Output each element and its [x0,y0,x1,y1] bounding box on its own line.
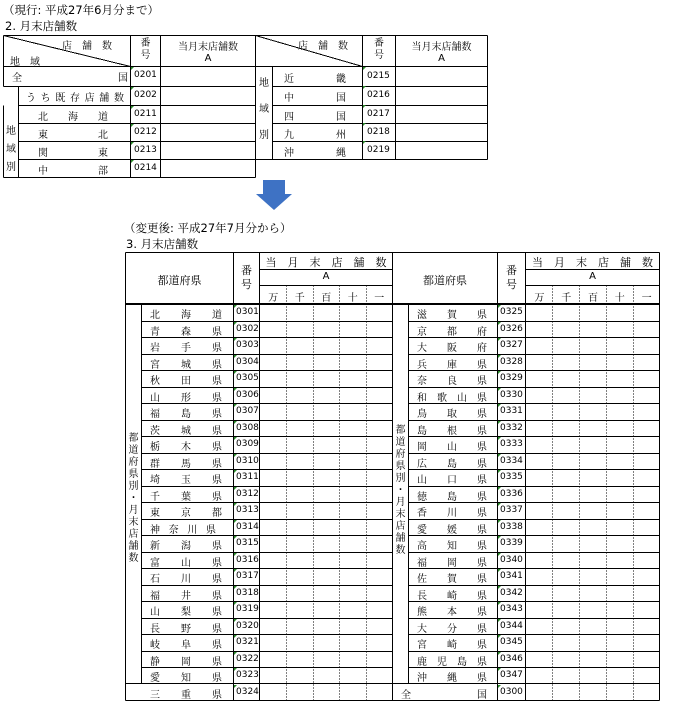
prefecture-name: 長 野 県 [150,623,222,635]
row-marker [234,602,237,605]
row-marker [234,421,237,424]
row-marker [498,520,501,523]
prefecture-code: 0310 [236,455,259,466]
prefecture-name: 岩 手 県 [150,343,222,355]
side-label-char: 別 [395,473,406,484]
row-marker [234,536,237,539]
top-caption-title: 2. 月末店舗数 [5,19,78,33]
prefecture-name: 福 島 県 [150,409,222,421]
top-left-row-code: 0214 [134,163,157,173]
prefecture-name: 福 井 県 [150,590,222,602]
row-marker [234,635,237,638]
side-label-char: 県 [128,469,139,480]
row-marker [131,160,134,163]
row-marker [234,569,237,572]
row-marker [234,586,237,589]
top-right-month-end-header: 当月末店舗数 [411,42,472,53]
side-label-char: 県 [395,461,406,472]
row-marker [363,123,366,126]
prefecture-name: 青 森 県 [150,326,222,338]
row-marker [131,124,134,127]
prefecture-name: 京 都 府 [417,326,487,338]
unit-header: 十 [614,293,625,304]
unit-header: 千 [561,293,572,304]
prefecture-code: 0336 [500,488,523,499]
row-marker [131,106,134,109]
prefecture-name: 沖 縄 県 [417,673,487,685]
side-label-char: 舗 [395,533,406,544]
bottom-right-month-end-header: 当 月 末 店 舗 数 [532,256,653,269]
prefecture-code: 0320 [236,620,259,631]
bottom-caption-period: （変更後: 平成27年7月分から） [124,221,292,235]
bottom-left-month-end-header: 当 月 末 店 舗 数 [265,256,387,269]
top-left-row-label: 関 東 [38,148,108,159]
bottom-left-number-header: 番 号 [241,264,252,291]
side-label-char: ・ [128,493,139,504]
prefecture-name: 熊 本 県 [417,607,487,619]
top-right-side-label: 地 域 別 [259,78,269,141]
row-marker [131,67,134,70]
prefecture-name: 大 分 県 [417,623,487,635]
prefecture-name: 高 知 県 [417,541,487,553]
prefecture-name: 茨 城 県 [150,425,222,437]
prefecture-code: 0335 [500,472,523,483]
row-marker [234,520,237,523]
row-marker [498,602,501,605]
top-right-row-code: 0215 [367,71,390,81]
prefecture-code: 0312 [236,488,259,499]
total-row-marker [498,685,501,688]
side-label-char: 道 [395,437,406,448]
row-marker [498,355,501,358]
row-marker [498,388,501,391]
prefecture-name: 栃 木 県 [150,442,222,454]
row-marker [498,338,501,341]
row-marker [498,635,501,638]
prefecture-name: 埼 玉 県 [150,475,222,487]
prefecture-code: 0329 [500,373,523,384]
top-right-stores-header: 店 舗 数 [298,41,348,52]
row-marker [498,454,501,457]
row-marker [363,67,366,70]
bottom-left-pref-header: 都道府県 [157,274,202,287]
top-left-row-label: 中 部 [38,166,108,177]
prefecture-code: 0314 [236,521,259,532]
row-marker [234,668,237,671]
prefecture-code: 0347 [500,670,523,681]
side-label-char: 月 [395,497,406,508]
unit-header: 百 [587,293,598,304]
side-label-char: 数 [395,545,406,556]
prefecture-code: 0341 [500,571,523,582]
side-label-char: 末 [395,509,406,520]
prefecture-code: 0339 [500,538,523,549]
bottom-right-a-header: A [589,271,596,282]
row-marker [234,404,237,407]
prefecture-code: 0317 [236,571,259,582]
side-label-char: 府 [128,457,139,468]
prefecture-name: 愛 媛 県 [417,524,487,536]
row-marker [498,305,501,308]
row-marker [234,619,237,622]
unit-header: 百 [321,293,332,304]
prefecture-name: 静 岡 県 [150,656,222,668]
prefecture-name: 佐 賀 県 [417,574,487,586]
row-marker [234,355,237,358]
row-marker [234,305,237,308]
row-marker [131,87,134,90]
top-caption-period: （現行: 平成27年6月分まで） [3,3,159,17]
top-left-a-header: A [204,53,212,64]
top-left-row-code: 0211 [134,109,157,119]
bottom-left-a-header: A [322,271,330,282]
row-marker [234,322,237,325]
prefecture-name: 北 海 道 [150,310,222,321]
unit-header: 万 [268,293,279,304]
prefecture-code: 0305 [236,373,259,384]
prefecture-name: 富 山 県 [150,557,222,569]
side-label-char: 府 [395,449,406,460]
row-marker [234,553,237,556]
prefecture-name: 徳 島 県 [417,491,487,503]
row-marker [234,470,237,473]
prefecture-name: 東 京 都 [150,508,222,520]
row-marker [498,586,501,589]
top-left-row-code: 0212 [134,127,157,137]
row-marker [498,619,501,622]
prefecture-name: 長 崎 県 [417,590,487,602]
bottom-right-pref-header: 都道府県 [423,274,467,287]
row-marker [498,503,501,506]
top-left-row-label: 全 国 [12,73,128,84]
row-marker [498,437,501,440]
top-left-row-label: う ち 既 存 店 舗 数 [26,93,124,104]
unit-header: 十 [347,293,358,304]
prefecture-code: 0337 [500,505,523,516]
prefecture-name: 島 根 県 [417,425,487,437]
prefecture-code: 0324 [236,686,259,697]
side-label-char: 道 [128,445,139,456]
top-right-a-header: A [438,53,445,64]
bottom-left-side-label [126,433,141,565]
prefecture-code: 0319 [236,604,259,615]
bottom-right-side-label [393,425,408,557]
top-left-row-code: 0201 [134,70,157,80]
prefecture-code: 0330 [500,389,523,400]
top-right-row-label: 中 国 [284,93,346,104]
side-label-char: 別 [128,481,139,492]
top-right-row-code: 0216 [367,90,390,100]
prefecture-name: 滋 賀 県 [417,310,487,321]
prefecture-name: 愛 知 県 [150,673,222,685]
top-right-row-label: 四 国 [284,112,346,123]
prefecture-name: 山 梨 県 [150,607,222,619]
prefecture-code: 0338 [500,521,523,532]
row-marker [363,141,366,144]
prefecture-name: 宮 崎 県 [417,640,487,652]
prefecture-code: 0344 [500,620,523,631]
top-left-side-label: 地 域 別 [6,126,16,173]
top-right-row-label: 九 州 [284,130,346,141]
prefecture-name: 山 形 県 [150,392,222,404]
prefecture-code: 0334 [500,455,523,466]
prefecture-code: 0325 [500,307,523,317]
side-label-char: 店 [395,521,406,532]
prefecture-name: 宮 城 県 [150,359,222,371]
side-label-char: 数 [128,553,139,564]
top-left-row-label: 北 海 道 [38,112,108,123]
prefecture-code: 0318 [236,587,259,598]
prefecture-code: 0343 [500,604,523,615]
row-marker [498,668,501,671]
bottom-right-number-header: 番 号 [506,264,517,291]
prefecture-name: 香 川 県 [417,508,487,520]
prefecture-name: 奈 良 県 [417,376,487,388]
prefecture-name: 千 葉 県 [150,491,222,503]
side-label-char: 店 [128,529,139,540]
row-marker [498,421,501,424]
prefecture-name: 山 口 県 [417,475,487,487]
prefecture-code: 0333 [500,439,523,450]
total-row-label: 全 国 [401,690,487,701]
prefecture-code: 0321 [236,637,259,648]
prefecture-code: 0302 [236,323,259,334]
row-marker [498,652,501,655]
prefecture-name: 岡 山 県 [417,442,487,454]
top-right-row-code: 0218 [367,127,390,137]
prefecture-name: 和 歌 山 県 [417,392,487,404]
unit-header: 千 [294,293,305,304]
prefecture-name: 石 川 県 [150,574,222,586]
top-left-month-end-header: 当月末店舗数 [178,42,238,53]
top-right-row-code: 0217 [367,109,390,119]
prefecture-name: 大 阪 府 [417,343,487,355]
prefecture-code: 0315 [236,538,259,549]
row-marker [498,371,501,374]
prefecture-code: 0309 [236,439,259,450]
prefecture-code: 0316 [236,554,259,565]
side-label-char: ・ [395,485,406,496]
prefecture-code: 0326 [500,323,523,334]
top-left-row-label: 東 北 [38,130,108,141]
top-left-region-header: 地 域 [10,57,40,68]
side-label-char: 都 [395,425,406,436]
prefecture-code: 0332 [500,422,523,433]
side-label-char: 月 [128,505,139,516]
top-left-row-code: 0202 [134,90,157,100]
prefecture-name: 兵 庫 県 [417,359,487,371]
prefecture-name: 鳥 取 県 [417,409,487,421]
top-left-stores-header: 店 舗 数 [62,41,112,52]
prefecture-code: 0327 [500,340,523,351]
prefecture-code: 0311 [236,472,259,483]
prefecture-code: 0307 [236,406,259,417]
prefecture-code: 0323 [236,670,259,681]
prefecture-code: 0346 [500,653,523,664]
prefecture-code: 0303 [236,340,259,351]
row-marker [498,569,501,572]
prefecture-code: 0304 [236,356,259,367]
row-marker [234,685,237,688]
prefecture-code: 0328 [500,356,523,367]
row-marker [234,503,237,506]
prefecture-code: 0301 [236,307,259,317]
side-label-char: 末 [128,517,139,528]
prefecture-name: 鹿 児 島 県 [417,656,487,668]
prefecture-code: 0345 [500,637,523,648]
unit-header: 一 [374,293,385,304]
prefecture-code: 0342 [500,587,523,598]
row-marker [234,437,237,440]
prefecture-name: 新 潟 県 [150,541,222,553]
row-marker [498,322,501,325]
row-marker [234,487,237,490]
row-marker [498,487,501,490]
prefecture-code: 0308 [236,422,259,433]
row-marker [234,454,237,457]
prefecture-name: 神 奈 川 県 [150,524,216,536]
row-marker [363,86,366,89]
row-marker [498,553,501,556]
prefecture-name: 三 重 県 [150,689,222,701]
row-marker [234,371,237,374]
unit-header: 万 [534,293,545,304]
prefecture-code: 0340 [500,554,523,565]
unit-header: 一 [641,293,652,304]
row-marker [131,142,134,145]
top-right-number-header: 番 号 [374,38,384,61]
top-right-row-code: 0219 [367,145,390,155]
prefecture-code: 0313 [236,505,259,516]
row-marker [498,536,501,539]
prefecture-name: 岐 阜 県 [150,640,222,652]
row-marker [363,105,366,108]
row-marker [234,652,237,655]
side-label-char: 都 [128,433,139,444]
prefecture-code: 0306 [236,389,259,400]
prefecture-code: 0322 [236,653,259,664]
prefecture-name: 群 馬 県 [150,458,222,470]
prefecture-name: 広 島 県 [417,458,487,470]
top-right-row-label: 近 畿 [284,74,346,85]
top-left-row-code: 0213 [134,145,157,155]
top-left-number-header: 番 号 [140,38,151,61]
prefecture-code: 0331 [500,406,523,417]
row-marker [234,388,237,391]
prefecture-name: 秋 田 県 [150,376,222,388]
row-marker [234,338,237,341]
prefecture-name: 福 岡 県 [417,557,487,569]
total-row-code: 0300 [500,687,523,697]
bottom-caption-title: 3. 月末店舗数 [126,237,199,251]
row-marker [498,470,501,473]
row-marker [498,404,501,407]
top-right-row-label: 沖 縄 [284,148,346,159]
side-label-char: 舗 [128,541,139,552]
